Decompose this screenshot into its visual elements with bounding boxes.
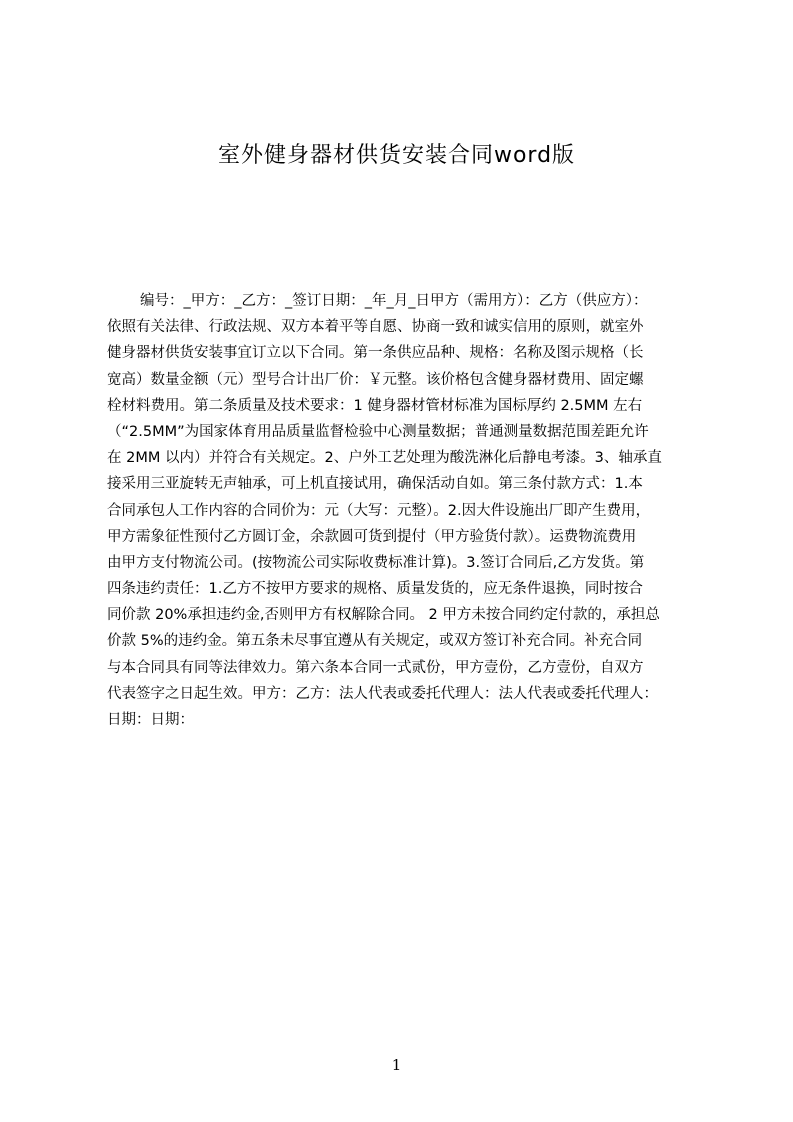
body-line: 与本合同具有同等法律效力。第六条本合同一式贰份，甲方壹份，乙方壹份，自双方: [107, 659, 644, 676]
body-line: 合同承包人工作内容的合同价为：元（大写：元整）。2.因大件设施出厂即产生费用，: [107, 502, 651, 519]
body-line: 价款 5%的违约金。第五条未尽事宜遵从有关规定，或双方签订补充合同。补充合同: [107, 633, 643, 650]
body-line: （“2.5MM”为国家体育用品质量监督检验中心测量数据；普通测量数据范围差距允许: [107, 423, 649, 440]
body-line: 宽高）数量金额（元）型号合计出厂价：￥元整。该价格包含健身器材费用、固定螺: [107, 371, 644, 388]
body-line: 同价款 20%承担违约金,否则甲方有权解除合同。 2 甲方未按合同约定付款的，承担总: [107, 607, 660, 624]
page-number: 1: [391, 1056, 402, 1074]
body-line: 健身器材供货安装事宜订立以下合同。第一条供应品种、规格：名称及图示规格（长: [107, 345, 644, 362]
document-title: 室外健身器材供货安装合同word版: [217, 143, 576, 168]
body-line: 四条违约责任：1.乙方不按甲方要求的规格、质量发货的，应无条件退换，同时按合: [107, 581, 643, 598]
body-line: 依照有关法律、行政法规、双方本着平等自愿、协商一致和诚实信用的原则，就室外: [107, 319, 644, 336]
body-line: 栓材料费用。第二条质量及技术要求：1 健身器材管材标准为国标厚约 2.5MM 左右: [107, 397, 643, 414]
body-line: 甲方需象征性预付乙方圆订金，余款圆可货到提付（甲方验货付款）。运费物流费用: [107, 528, 637, 545]
body-line: 日期：日期：: [107, 712, 194, 728]
body-line: 编号：_甲方：_乙方：_签订日期：_年_月_日甲方（需用方）：乙方（供应方）：: [140, 293, 648, 309]
body-line: 代表签字之日起生效。甲方：乙方：法人代表或委托代理人：法人代表或委托代理人：: [107, 685, 658, 702]
contract-body: [107, 288, 697, 748]
body-line: 在 2MM 以内）并符合有关规定。2、户外工艺处理为酸洗淋化后静电考漆。3、轴承直: [107, 450, 662, 467]
body-line: 接采用三亚旋转无声轴承，可上机直接试用，确保活动自如。第三条付款方式：1.本: [107, 476, 643, 493]
body-line: 由甲方支付物流公司。(按物流公司实际收费标准计算)。3.签订合同后,乙方发货。第: [107, 554, 645, 571]
